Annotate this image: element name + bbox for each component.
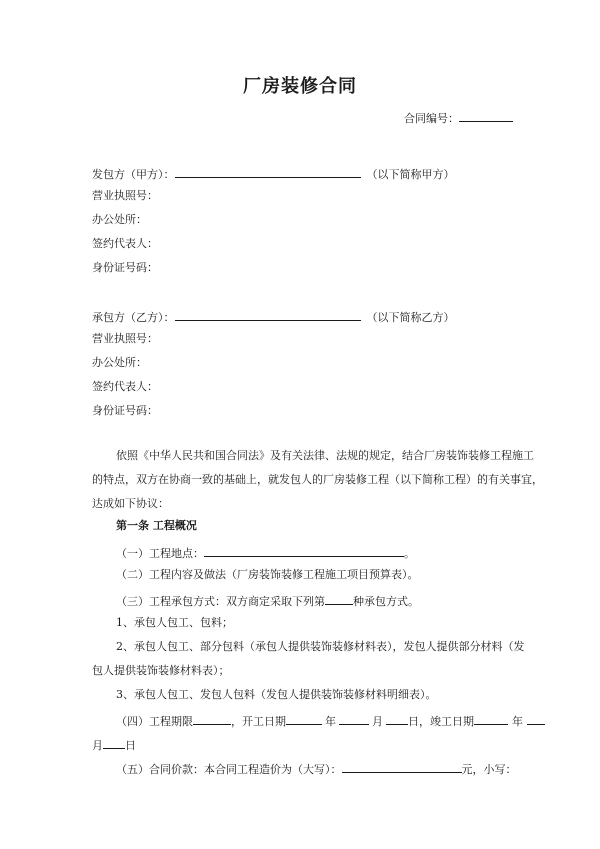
contract-number-label: 合同编号： (404, 112, 459, 125)
party-b-office-label: 办公处所： (92, 356, 147, 369)
item-3-end: 种承包方式。 (353, 595, 419, 608)
intro-line-3: 达成如下协议： (92, 497, 169, 510)
article-1-heading: 第一条 工程概况 (116, 519, 197, 532)
intro-line-1: 依照《中华人民共和国合同法》及有关法律、法规的规定，结合厂房装饰装修工程施工 (116, 449, 534, 462)
party-b-license-label: 营业执照号： (92, 332, 158, 345)
party-a-suffix: （以下简称甲方） (366, 168, 455, 181)
item-5-label: （五）合同价款：本合同工程造价为（大写）： (116, 763, 342, 776)
option-3: 3、承包人包工、发包人包料（发包人提供装饰装修材料明细表）。 (116, 688, 437, 701)
price-uppercase-blank[interactable] (342, 761, 462, 773)
item-4-line (116, 713, 545, 727)
start-month-unit: 月 (372, 715, 383, 728)
project-location-blank[interactable] (204, 545, 404, 557)
end-day-unit: 日 (125, 739, 136, 752)
party-b-representative-label: 签约代表人： (92, 380, 158, 393)
end-year-blank[interactable] (474, 713, 508, 725)
start-month-blank[interactable] (339, 713, 369, 725)
item-5-line (116, 761, 517, 775)
party-b-line (92, 309, 455, 323)
end-month-unit: 月 (92, 739, 103, 752)
party-b-name-blank[interactable] (175, 309, 361, 321)
party-b-label: 承包方（乙方）： (92, 311, 175, 324)
item-4-line-2 (92, 737, 136, 751)
contract-number-blank[interactable] (459, 110, 513, 122)
party-a-representative-label: 签约代表人： (92, 237, 158, 250)
party-a-license-label: 营业执照号： (92, 189, 158, 202)
start-date-label: ，开工日期 (231, 715, 286, 728)
party-b-id-label: 身份证号码： (92, 404, 158, 417)
item-1-label: （一）工程地点： (116, 547, 204, 560)
end-year-unit: 年 (512, 715, 523, 728)
end-month-blank[interactable] (527, 713, 545, 725)
duration-blank[interactable] (193, 713, 231, 725)
document-title: 厂房装修合同 (243, 76, 357, 97)
completion-date-label: 日，竣工日期 (408, 715, 474, 728)
option-2-line-2: 包人提供装饰装修材料表）； (92, 664, 230, 677)
item-4-label: （四）工程期限 (116, 715, 193, 728)
option-1: 1、承包人包工、包料； (116, 616, 233, 629)
item-3-label: （三）工程承包方式：双方商定采取下列第 (116, 595, 325, 608)
party-a-id-label: 身份证号码： (92, 261, 158, 274)
option-2-line-1: 2、承包人包工、部分包料（承包人提供装饰装修材料表），发包人提供部分材料（发 (116, 640, 525, 653)
contract-number-line (404, 110, 513, 124)
contract-method-blank[interactable] (325, 593, 353, 605)
party-a-office-label: 办公处所： (92, 213, 147, 226)
party-a-name-blank[interactable] (175, 166, 361, 178)
start-day-blank[interactable] (386, 713, 408, 725)
party-a-label: 发包方（甲方）： (92, 168, 175, 181)
party-a-line (92, 166, 455, 180)
item-3-line (116, 593, 419, 607)
item-1-end: 。 (404, 547, 415, 560)
party-b-suffix: （以下简称乙方） (366, 311, 455, 324)
start-year-unit: 年 (325, 715, 336, 728)
item-2-line: （二）工程内容及做法（厂房装饰装修工程施工项目预算表）。 (116, 568, 419, 581)
intro-line-2: 的特点，双方在协商一致的基础上，就发包人的厂房装修工程（以下简称工程）的有关事宜， (92, 473, 543, 486)
end-day-blank[interactable] (103, 737, 125, 749)
start-year-blank[interactable] (286, 713, 322, 725)
item-1-line (116, 545, 415, 559)
item-5-end: 元，小写： (461, 763, 517, 776)
